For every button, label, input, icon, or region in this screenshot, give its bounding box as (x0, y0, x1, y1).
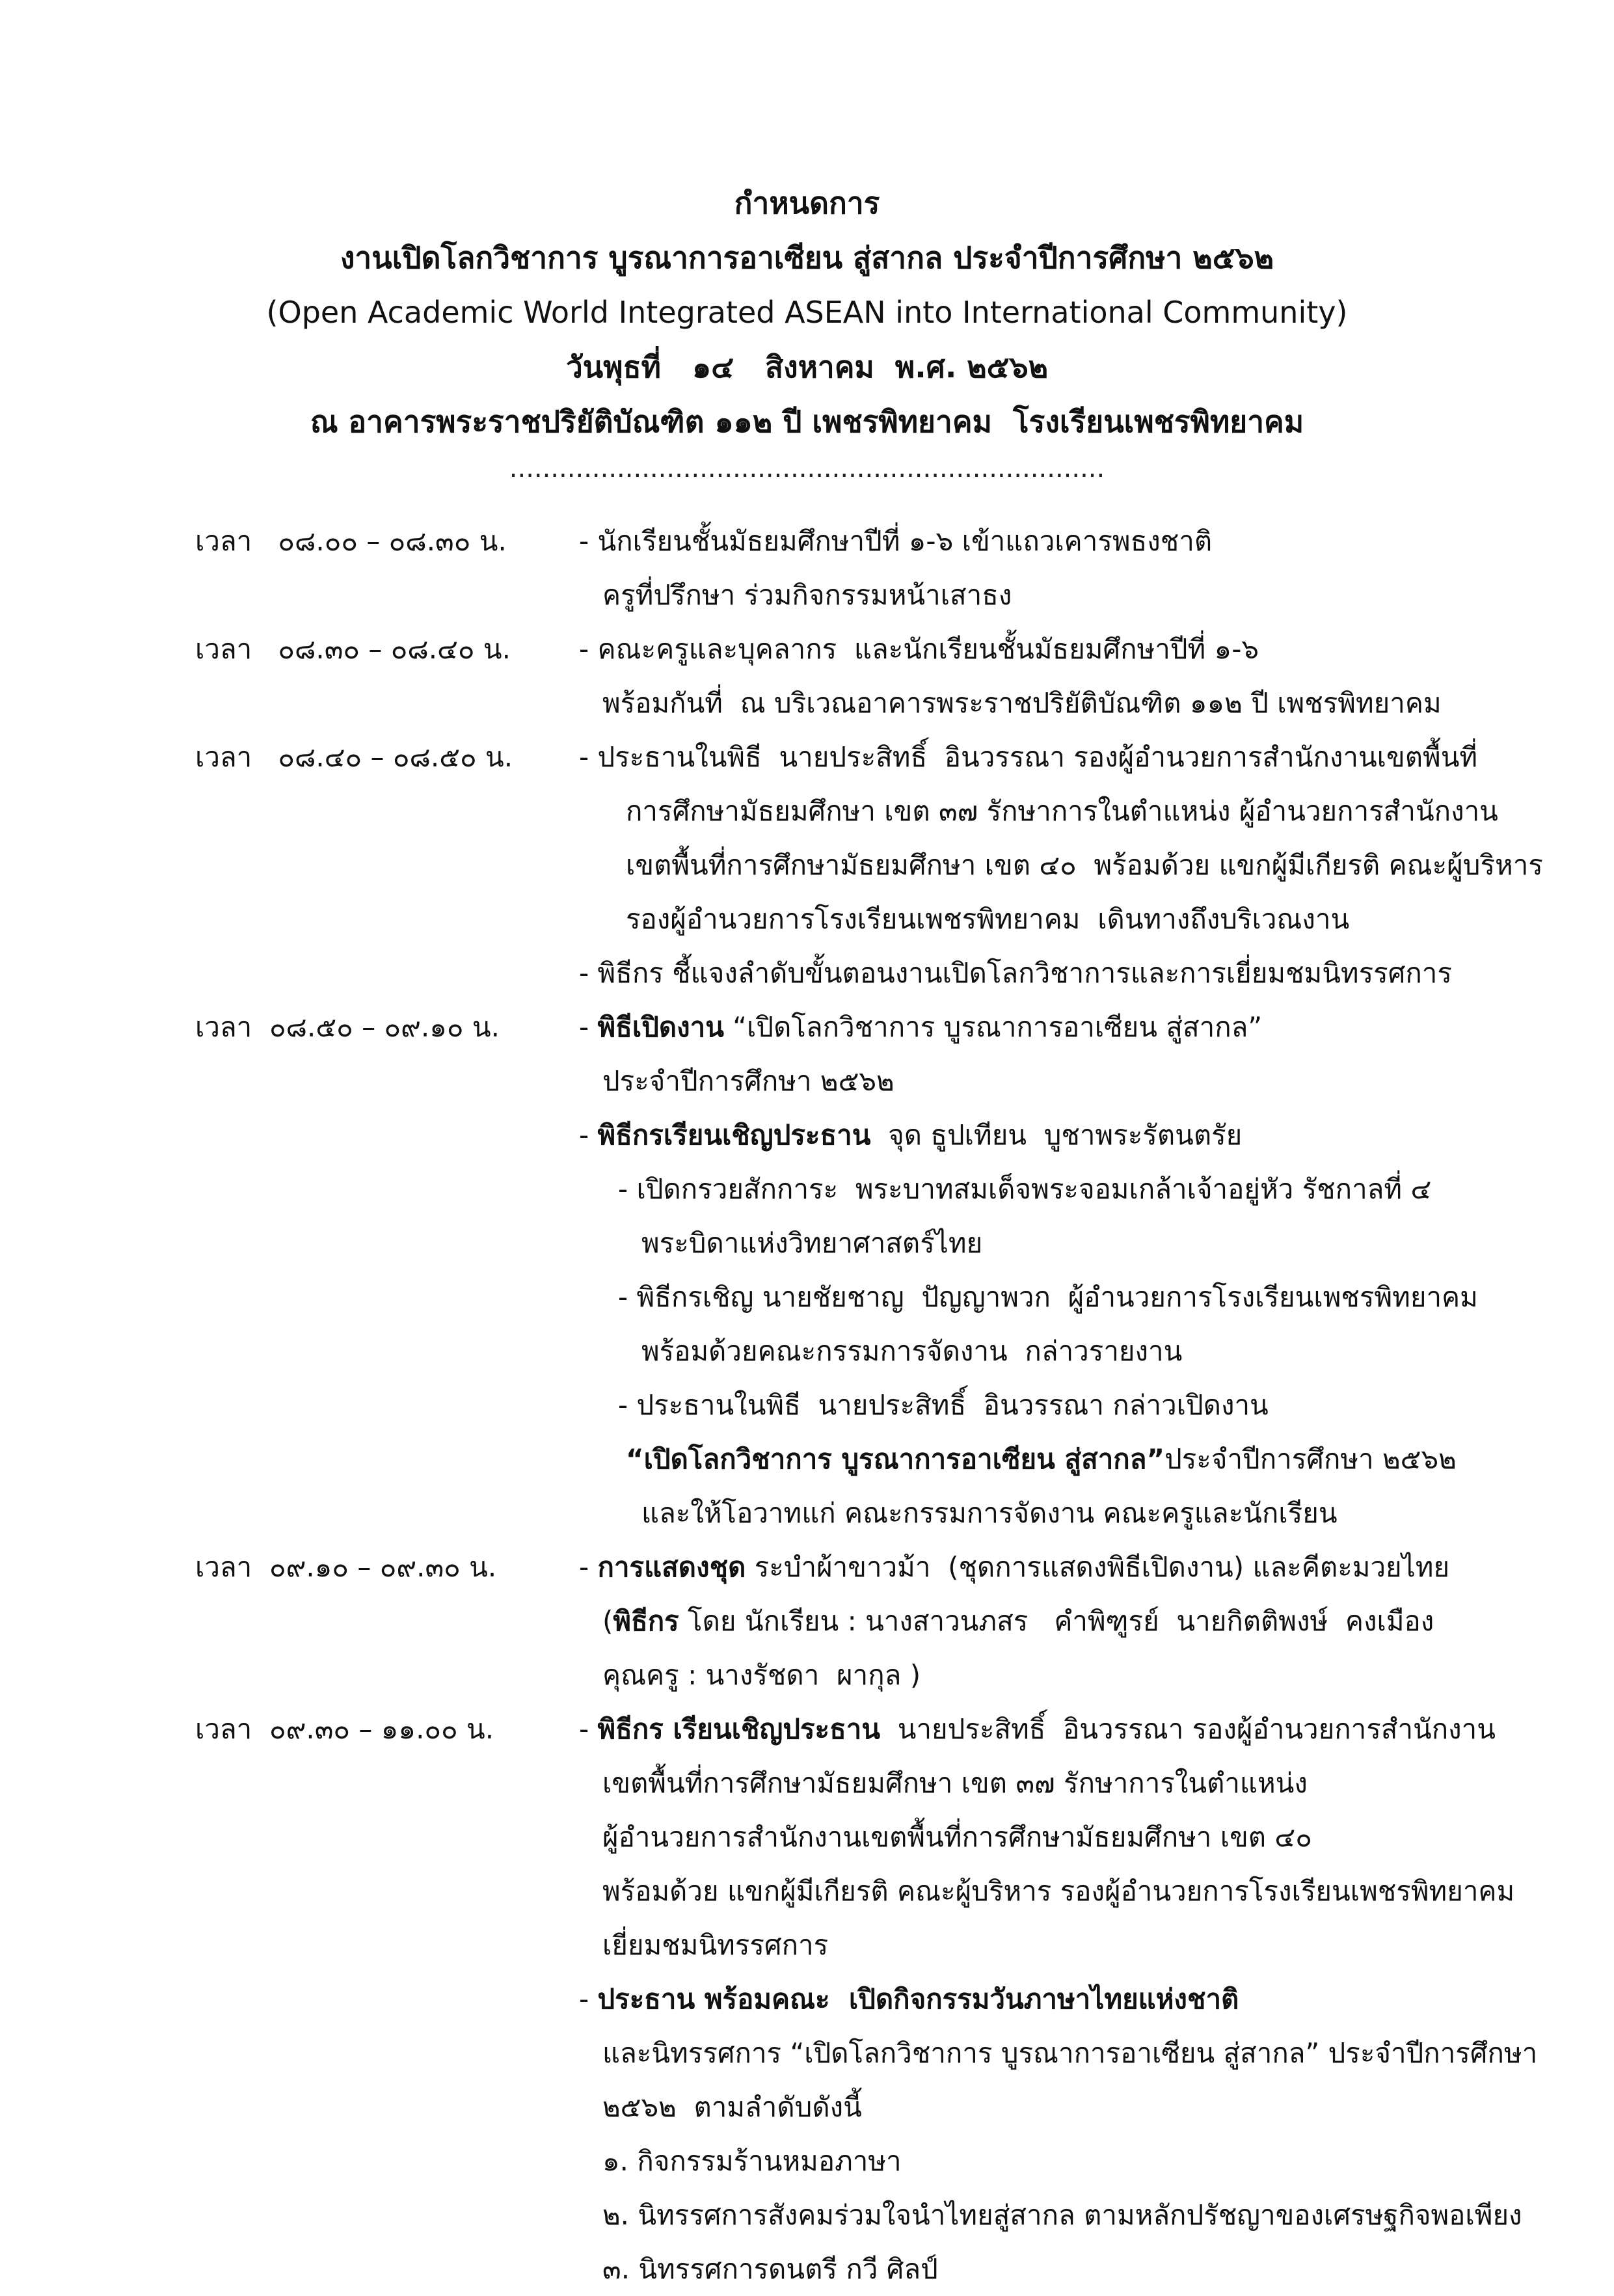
schedule-subline: - ประธานในพิธี นายประสิทธิ์ อินวรรณา กล่าวเปิดงาน (618, 1389, 1269, 1421)
event-name-english: (Open Academic World Integrated ASEAN into International Community) (266, 295, 1348, 330)
activity-item: ๒. นิทรรศการสังคมร่วมใจนำไทยสู่สากล ตามหลักปรัชญาของเศรษฐกิจพอเพียง (602, 2199, 1522, 2231)
schedule-subline: พร้อมด้วยคณะกรรมการจัดงาน กล่าวรายงาน (641, 1335, 1183, 1367)
schedule-line: การศึกษามัธยมศึกษา เขต ๓๗ รักษาการในตำแหน่ง ผู้อำนวยการสำนักงาน (626, 795, 1498, 827)
schedule-line (579, 1594, 1535, 1648)
schedule-line: และนิทรรศการ “เปิดโลกวิชาการ บูรณาการอาเซียน สู่สากล” ประจำปีการศึกษา (602, 2037, 1538, 2069)
schedule-line: ประจำปีการศึกษา ๒๕๖๒ (602, 1065, 894, 1097)
mc-names: โดย นักเรียน : นางสาวนภสร คำพิฑูรย์ นายกิตติพงษ์ คงเมือง (679, 1605, 1434, 1637)
schedule-line: - นักเรียนชั้นมัธยมศึกษาปีที่ ๑-๖ เข้าแถวเคารพธงชาติ (579, 525, 1213, 557)
event-name: งานเปิดโลกวิชาการ บูรณาการอาเซียน สู่สากล ประจำปีการศึกษา ๒๕๖๒ (340, 240, 1274, 275)
schedule-description (579, 622, 1535, 730)
schedule-line: - การแสดงชุด ระบำผ้าขาวม้า (ชุดการแสดงพิธีเปิดงาน) และคีตะมวยไทย (579, 1551, 1450, 1583)
document-title: กำหนดการ (734, 185, 880, 221)
mc-invite-text: นายประสิทธิ์ อินวรรณา รองผู้อำนวยการสำนักงาน (880, 1713, 1496, 1745)
document-header (0, 176, 1614, 488)
schedule-description (579, 514, 1535, 622)
schedule-description (579, 730, 1543, 1000)
schedule-line: คุณครู : นางรัชดา ผากุล ) (602, 1659, 921, 1691)
schedule-line: รองผู้อำนวยการโรงเรียนเพชรพิทยาคม เดินทางถึงบริเวณงาน (626, 903, 1350, 935)
schedule-row (195, 622, 1535, 730)
schedule-description (579, 1702, 1537, 2296)
schedule-subline (579, 1432, 1535, 1486)
activity-item: ๑. กิจกรรมร้านหมอภาษา (602, 2145, 902, 2177)
schedule-table (195, 514, 1543, 2296)
schedule-line: - ประธาน พร้อมคณะ เปิดกิจกรรมวันภาษาไทยแห่งชาติ (579, 1983, 1239, 2015)
schedule-row (195, 730, 1543, 1000)
schedule-line: - พิธีเปิดงาน “เปิดโลกวิชาการ บูรณาการอาเซียน สู่สากล” (579, 1011, 1263, 1043)
schedule-line: พร้อมด้วย แขกผู้มีเกียรติ คณะผู้บริหาร รองผู้อำนวยการโรงเรียนเพชรพิทยาคม (602, 1875, 1515, 1907)
schedule-time: เวลา ๐๘.๐๐ – ๐๘.๓๐ น. (195, 525, 507, 557)
mc-invite-text: จุด ธูปเทียน บูชาพระรัตนตรัย (870, 1119, 1243, 1151)
chair-activity-label: ประธาน พร้อมคณะ เปิดกิจกรรมวันภาษาไทยแห่งชาติ (597, 1983, 1239, 2015)
event-date: วันพุธที่ ๑๔ สิงหาคม พ.ศ. ๒๕๖๒ (565, 349, 1049, 385)
schedule-description (579, 1000, 1535, 1540)
schedule-line: ครูที่ปรึกษา ร่วมกิจกรรมหน้าเสาธง (602, 579, 1012, 611)
mc-label: พิธีกร (613, 1605, 679, 1637)
opening-ceremony-text: “เปิดโลกวิชาการ บูรณาการอาเซียน สู่สากล” (723, 1011, 1263, 1043)
opening-ceremony-label: พิธีเปิดงาน (597, 1011, 724, 1043)
mc-invite-label: พิธีกร เรียนเชิญประธาน (597, 1713, 881, 1745)
schedule-line: เขตพื้นที่การศึกษามัธยมศึกษา เขต ๓๗ รักษาการในตำแหน่ง (602, 1767, 1308, 1799)
schedule-subline: - พิธีกรเชิญ นายชัยชาญ ปัญญาพวก ผู้อำนวยการโรงเรียนเพชรพิทยาคม (618, 1281, 1478, 1313)
mc-paren-open: ( (602, 1605, 613, 1637)
schedule-line: ผู้อำนวยการสำนักงานเขตพื้นที่การศึกษามัธยมศึกษา เขต ๔๐ (602, 1821, 1312, 1853)
schedule-time: เวลา ๐๘.๔๐ – ๐๘.๕๐ น. (195, 741, 513, 773)
schedule-line: ๒๕๖๒ ตามลำดับดังนี้ (602, 2091, 862, 2123)
schedule-time: เวลา ๐๘.๓๐ – ๐๘.๔๐ น. (195, 633, 511, 665)
schedule-row (195, 1702, 1538, 2296)
performance-label: การแสดงชุด (597, 1551, 746, 1583)
event-venue: ณ อาคารพระราชปริยัติบัณฑิต ๑๑๒ ปี เพชรพิทยาคม โรงเรียนเพชรพิทยาคม (310, 404, 1304, 439)
schedule-subline: พระบิดาแห่งวิทยาศาสตร์ไทย (641, 1227, 983, 1259)
schedule-subline: - เปิดกรวยสักการะ พระบาทสมเด็จพระจอมเกล้าเจ้าอยู่หัว รัชกาลที่ ๔ (618, 1173, 1432, 1205)
schedule-line: เขตพื้นที่การศึกษามัธยมศึกษา เขต ๔๐ พร้อมด้วย แขกผู้มีเกียรติ คณะผู้บริหาร (626, 849, 1543, 881)
schedule-time: เวลา ๐๙.๓๐ – ๑๑.๐๐ น. (195, 1713, 494, 1745)
schedule-time: เวลา ๐๙.๑๐ – ๐๙.๓๐ น. (195, 1551, 497, 1583)
header-divider: ........................................................................ (509, 453, 1105, 483)
schedule-line: - พิธีกรเรียนเชิญประธาน จุด ธูปเทียน บูชาพระรัตนตรัย (579, 1119, 1243, 1151)
schedule-row (195, 514, 1535, 622)
opening-quote-year: ประจำปีการศึกษา ๒๕๖๒ (1164, 1443, 1457, 1475)
performance-text: ระบำผ้าขาวม้า (ชุดการแสดงพิธีเปิดงาน) และคีตะมวยไทย (746, 1551, 1450, 1583)
schedule-line: - ประธานในพิธี นายประสิทธิ์ อินวรรณา รองผู้อำนวยการสำนักงานเขตพื้นที่ (579, 741, 1478, 773)
mc-invite-label: พิธีกรเรียนเชิญประธาน (597, 1119, 871, 1151)
schedule-row (195, 1000, 1535, 1540)
schedule-line: - พิธีกร ชี้แจงลำดับขั้นตอนงานเปิดโลกวิชาการและการเยี่ยมชมนิทรรศการ (579, 957, 1452, 989)
schedule-subline: และให้โอวาทแก่ คณะกรรมการจัดงาน คณะครูและนักเรียน (641, 1497, 1338, 1529)
schedule-line: - คณะครูและบุคลากร และนักเรียนชั้นมัธยมศึกษาปีที่ ๑-๖ (579, 633, 1259, 665)
schedule-description (579, 1540, 1535, 1702)
schedule-row (195, 1540, 1535, 1702)
schedule-line: - พิธีกร เรียนเชิญประธาน นายประสิทธิ์ อินวรรณา รองผู้อำนวยการสำนักงาน (579, 1713, 1496, 1745)
schedule-line: เยี่ยมชมนิทรรศการ (602, 1929, 829, 1961)
opening-quote: “เปิดโลกวิชาการ บูรณาการอาเซียน สู่สากล” (626, 1443, 1165, 1475)
schedule-line: พร้อมกันที่ ณ บริเวณอาคารพระราชปริยัติบัณฑิต ๑๑๒ ปี เพชรพิทยาคม (602, 687, 1442, 719)
activity-item: ๓. นิทรรศการดนตรี กวี ศิลป์ (602, 2253, 938, 2285)
schedule-time: เวลา ๐๘.๕๐ – ๐๙.๑๐ น. (195, 1011, 500, 1043)
